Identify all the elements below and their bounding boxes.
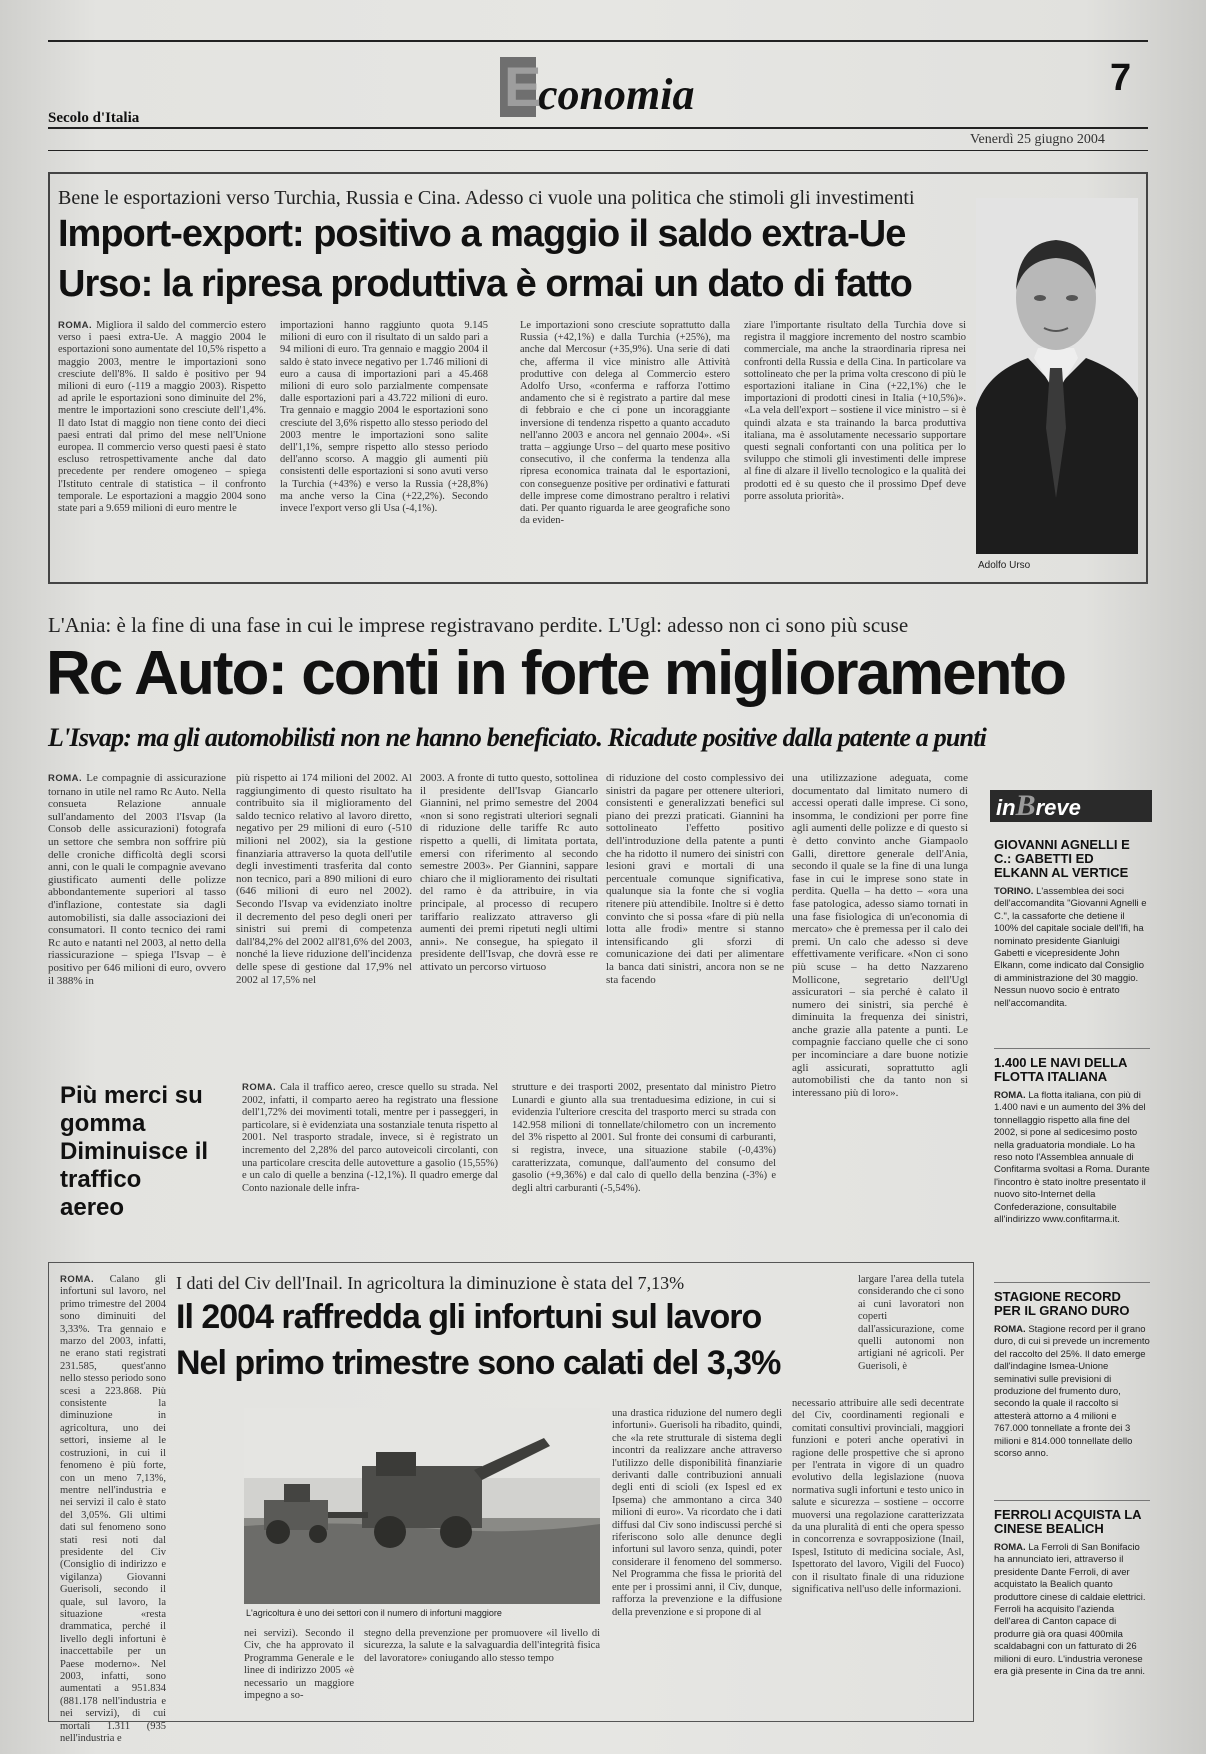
brief-dateline: ROMA. <box>994 1542 1026 1553</box>
article-trade-text: Le importazioni sono cresciute soprattutto dalla Russia (+42,1%) e dalla Turchia (+25%), ma anche dal Mercosur (+35,9%). Una serie di dati che, afferma il vice ministro alle Attività produttive con delega al Commercio estero Adolfo Urso, «conferma e rafforza l'ottimo andamento che si è registrato a partire dal mese di febbraio e che ci pone un incoraggiante inversione di tendenza rispetto a quanto accaduto nell'anno 2003 e ancora nel gennaio 2004». «Si tratta – aggiunge Urso – del quarto mese positivo consecutivo, il che conferma la tendenza alla ripresa economica trainata dal le esportazioni, con conseguenze positive per ordinativi e fatturati delle imprese come dimostrano peraltro i relativi dati. Per quanto riguarda le aree geografiche sono da eviden- <box>520 320 730 527</box>
article-rcauto-col-5 <box>792 772 968 1228</box>
article-trade-text: ziare l'importante risultato della Turchia dove si registra il maggiore incremento del nostro scambio commerciale, ma anche la straordinaria ripresa nei confronti della Russia e della Cina. In particolare va sottolineato che per la prima volta crescono di più le esportazioni italiane in Cina (+22,1%) che le importazioni di prodotti cinesi in Italia (+10,5%)». «La vela dell'export – sostiene il vice ministro – si è quindi alzata e sta trainando la barca produttiva italiana, ma è assolutamente necessario supportare questi segnali confortanti con una politica per lo sviluppo che stimoli gli investimenti delle imprese al fine di alzare il livello tecnologico e la qualità dei prodotti ed è su questo che il prossimo Dpef deve porre assoluta priorità». <box>744 320 966 502</box>
brief-item <box>994 1056 1150 1276</box>
article-rcauto-text: di riduzione del costo complessivo dei sinistri da pagare per ottenere ulteriori, consistenti e generalizzati benefici sul piano dei prezzi praticati. Giannini ha sottolineato l'effetto positivo dell'introduzione della patente a punti che ha ridotto il numero dei sinistri con lesioni gravi e mortali di una percentuale comunque significativa, qualunque sia la fonte che si voglia ritenere più attendibile. Inoltre si è detto convinto che si possa «fare di più nella lotta alle frodi» mentre si stanno intensificando gli sforzi di comunicazione dei dati per alimentare la banca dati sinistri, ancora non se ne sta facendo <box>606 772 784 986</box>
in-breve-prefix: in <box>996 795 1016 820</box>
article-trade-text: Migliora il saldo del commercio estero verso i paesi extra-Ue. A maggio 2004 le esportazioni sono aumentate del 10,5% rispetto a maggio 2003, mentre le importazioni sono cresciute dell'8%. Il saldo è positivo per 94 milioni di euro (-119 a maggio 2003). Rispetto ad aprile le esportazioni sono diminuite del 2%, mentre le importazioni sono cresciute dell'1,4%. Il dato Istat di maggio non tiene conto dei dieci paesi entrati dal primo del mese nell'Unione europea. Il commercio verso questi paesi è stato escluso retrospettivamente anche dal dato precedente per rendere omogeneo – spiega l'Istituto centrale di statistica – il confronto temporale. Le esportazioni a maggio 2004 sono state pari a 9.659 milioni di euro mentre le <box>58 320 267 515</box>
in-breve-rest: reve <box>1035 795 1081 820</box>
article-rcauto-text: più rispetto ai 174 milioni del 2002. Al raggiungimento di questo risultato ha contribuito sia il miglioramento del saldo tecnico relativo al lavoro diretto, negativo per 29 milioni di euro (-510 milioni nel 2002), sia la gestione finanziaria attraverso la quota dell'utile degli investimenti trasferita dal conto non tecnico, pari a 890 milioni di euro (646 milioni di euro nel 2002). Secondo l'Isvap va evidenziato inoltre il decremento del peso degli oneri per sinistri sui premi di competenza dall'84,2% del 2002 all'81,6% del 2003, nonché la lieve riduzione dell'incidenza delle spese di gestione dal 17,9% nel 2002 al 17,5% nel <box>236 772 412 986</box>
brief-text: La flotta italiana, con più di 1.400 navi e un aumento del 3% del tonnellaggio rispetto alla fine del 2002, si pone al sedicesimo posto nella graduatoria mondiale. Lo ha reso noto l'Assemblea annuale di Confitarma svoltasi a Roma. Durante l'incontro è stato inoltre presentato il nuovo sito-Internet della Confederazione, consultabile all'indirizzo www.confitarma.it. <box>994 1090 1150 1226</box>
brief-item <box>994 1508 1150 1718</box>
article-freight-text: Cala il traffico aereo, cresce quello su strada. Nel 2002, infatti, il comparto aereo ha registrato una flessione dell'1,72% dei movimenti totali, mentre per i passeggeri, in particolare, si è evidenziata una sostanziale tenuta rispetto al 2001. Nel trasporto stradale, invece, si è registrato un incremento del 2,28% del parco autoveicoli circolanti, con una particolare crescita delle autovetture a gasolio (15,55%) e un calo di quelle a benzina (-12,1%). Il quadro emerge dal Conto nazionale delle infra- <box>242 1082 499 1194</box>
brief-item <box>994 1290 1150 1500</box>
masthead-bottom-rule <box>48 127 1148 129</box>
brief-text: Stagione record per il grano duro, di cui si prevede un incremento del raccolto del 25%. Il dato emerge dall'indagine Ismea-Unione seminativi sulle previsioni di produzione del frumento duro, secondo la quale il raccolto si attesterà attorno a 4 milioni e 767.000 tonnellate a fronte dei 3 milioni e 814.000 tonnellate dello scorso anno. <box>994 1324 1150 1460</box>
masthead-top-rule <box>48 40 1148 42</box>
section-title <box>500 55 694 117</box>
brief-title: GIOVANNI AGNELLI E C.: GABETTI ED ELKANN AL VERTICE <box>994 837 1130 880</box>
date-rule <box>48 150 1148 151</box>
article-rcauto-text: una utilizzazione adeguata, come documentato dal limitato numero di accessi operati dalle imprese. Ci sono, insomma, le condizioni per porre fine agli aumenti delle polizze e di questo si è detto convinto anche Giampaolo Galli, direttore generale dell'Ania, secondo il quale se la fine di una lunga fase in cui le imprese sono state in perdita. Quella – ha detto – «ora una fase patologica, adesso siamo tornati in una fase fisiologica di un'economia di mercato» che è premessa per il calo dei premi. Un calo che adesso si deve effettivamente verificare. «Non ci sono più scuse – ha detto Nazzareno Mollicone, segretario dell'Ugl assicuratori – sia perché è calato il numero dei sinistri, sia perché è diminuita la frequenza dei sinistri, anche grazie alla patente a punti. Le compagnie facciano quelle che ci sono per incominciare a dare buone notizie agli assicurati, soprattutto agli automobilisti che da tanto non si interessano più di loro». <box>792 772 968 1099</box>
article-trade-col-4 <box>744 320 966 575</box>
in-breve-initial: B <box>1015 789 1036 822</box>
article-inail-bottom-col-4 <box>792 1398 964 1716</box>
article-rcauto-col-4 <box>606 772 784 1048</box>
section-initial-box <box>500 55 542 118</box>
article-trade-col-3 <box>520 320 730 575</box>
section-initial: E <box>504 55 542 118</box>
harvest-photo-caption: L'agricoltura è uno dei settori con il numero di infortuni maggiore <box>246 1608 502 1618</box>
article-freight-headline: Più merci su gomma Diminuisce il traffico aereo <box>60 1082 209 1221</box>
in-breve-label <box>990 790 1152 822</box>
brief-dateline: ROMA. <box>994 1090 1026 1101</box>
portrait-photo <box>976 198 1138 554</box>
article-inail-col-right-top <box>858 1274 964 1392</box>
article-trade-kicker: Bene le esportazioni verso Turchia, Russia e Cina. Adesso ci vuole una politica che stimoli gli investimenti <box>58 187 915 209</box>
article-trade-col-1 <box>58 320 266 575</box>
article-inail-text: largare l'area della tutela considerando che ci sono ai cuni lavoratori non coperti dall'assicurazione, come quelli autonomi non artigiani né agricoli. Per Guerisoli, è <box>858 1274 964 1372</box>
in-breve-label-text <box>996 789 1081 822</box>
portrait-caption: Adolfo Urso <box>978 560 1031 571</box>
brief-text: L'assemblea dei soci dell'accomandita "Giovanni Agnelli e C.", la cassaforte che detiene il 100% del capitale sociale dell'Ifi, ha nominato presidente Gianluigi Gabetti e vicepresidente John Elkann, come indicato dal Consiglio di amministrazione del 30 maggio. Nessun nuovo socio è entrato nell'accomandita. <box>994 886 1147 1009</box>
brief-divider <box>994 1282 1150 1283</box>
article-rcauto-text: 2003. A fronte di tutto questo, sottolinea il presidente dell'Isvap Giancarlo Giannini, nel primo semestre del 2004 «non si sono registrati ulteriori segnali di riduzione delle tariffe Rc auto rispetto a quelli, di limitata portata, emersi con riferimento al secondo semestre 2003». Per Giannini, sappare chiaro che il miglioramento dei risultati del ramo è da attribuire, in via principale, al processo di recupero tariffario realizzato attraverso gli aumenti dei premi ripetuti negli ultimi anni». Ne consegue, ha spiegato il presidente dell'Isvap, che dovrà esse re attivato un percorso virtuoso <box>420 772 598 973</box>
issue-date: Venerdì 25 giugno 2004 <box>970 132 1105 147</box>
page-number: 7 <box>1110 57 1132 99</box>
article-inail-text: nei servizi). Secondo il Civ, che ha approvato il Programma Generale e le linee di indirizzo 2005 «è necessario un maggiore impegno a so- <box>244 1628 354 1702</box>
article-rcauto-col-2 <box>236 772 412 1048</box>
article-rcauto-text: Le compagnie di assicurazione tornano in utile nel ramo Rc Auto. Nella consueta Relazione annuale sull'andamento del 2003 l'Isvap (la Consob delle assicurazioni) fotografa un settore che sembra non soffrire più delle croniche difficoltà degli scorsi anni, con le quali le compagnie avevano giustificato aumenti delle polizze abbondantemente superiori al tasso d'inflazione, contestate sia dagli automobilisti, sia dalle associazioni dei consumatori. Il conto tecnico dei rami Rc auto e natanti nel 2003, al netto della riassicurazione – spiega l'Isvap – è positivo per 646 milioni di euro, ovvero il 388% in <box>48 772 227 987</box>
article-trade-dateline: ROMA. <box>58 320 93 331</box>
section-name: conomia <box>538 70 695 119</box>
article-inail-dateline: ROMA. <box>60 1274 95 1285</box>
article-rcauto-kicker: L'Ania: è la fine di una fase in cui le imprese registravano perdite. L'Ugl: adesso non ci sono più scuse <box>48 613 909 637</box>
brief-divider <box>994 1048 1150 1049</box>
article-trade-text: importazioni hanno raggiunto quota 9.145 milioni di euro con il risultato di un saldo pari a 94 milioni di euro. Tra gennaio e maggio 2004 il saldo è stato invece negativo per 1.746 milioni di euro a causa di importazioni pari a 45.468 milioni di euro solo parzialmente compensate dalle esportazioni pari a 43.722 milioni di euro. Tra gennaio e maggio 2004 le esportazioni sono cresciute del 3,6% rispetto allo stesso periodo del 2003 mentre le importazioni sono salite dell'1,1%, sempre rispetto allo stesso periodo dell'anno scorso. A maggio gli aumenti più consistenti delle esportazioni si sono avuti verso la Turchia (+43%) e verso la Russia (+28,8%) ma anche verso la Cina (+22,2%). Secondo invece l'export verso gli Usa (-4,1%). <box>280 320 488 515</box>
article-inail-text: necessario attribuire alle sedi decentrate del Civ, coordinamenti regionali e comitati consultivi provinciali, maggiori funzioni e poteri anche operativi in ragione delle prospettive che si aprono per l'entrata in vigore di un quadro evolutivo della legislazione (nuova normativa sugli infortuni e testo unico in salute e sicurezza – sostiene – occorre muoversi una regolazione caratterizzata da una pluralità di enti che opera spesso in concorrenza e sovrapposizione (Inail, Ispesl, Istituto di medicina sociale, Asl, Ispettorato del lavoro, Vigili del Fuoco) con il risultato finale di una riduzione significativa nell'uso delle informazioni. <box>792 1398 964 1596</box>
combine-harvester-icon <box>244 1408 600 1604</box>
article-inail-text: stegno della prevenzione per promuovere «il livello di sicurezza, la salute e la salvaguardia dell'integrità fisica del lavoratore» coniugando allo stesso tempo <box>364 1628 600 1664</box>
article-rcauto-col-1 <box>48 772 226 1048</box>
man-portrait-icon <box>976 198 1138 554</box>
article-freight-col-2 <box>512 1082 776 1232</box>
article-freight-text: strutture e dei trasporti 2002, presentato dal ministro Pietro Lunardi e giunto alla sua trentaduesima edizione, in cui si evidenzia l'ulteriore crescita del trasporto merci su strada con 142.958 milioni di tonnellate/chilometro con un incremento del 3% rispetto al 2001. Sul fronte dei consumi di carburanti, si registra, invece, una situazione stabile (-0,43%) caratterizzata, comunque, dall'aumento del consumo del gasolio (+9,36%) e dal calo di quello della benzina (-3%) e degli altri carburanti (-5,54%). <box>512 1082 776 1194</box>
article-rcauto-headline: Rc Auto: conti in forte miglioramento <box>46 639 1066 708</box>
article-freight-col-1 <box>242 1082 498 1232</box>
article-freight-dateline: ROMA. <box>242 1082 277 1093</box>
brief-title: FERROLI ACQUISTA LA CINESE BEALICH <box>994 1507 1142 1536</box>
article-inail-col-left <box>60 1274 166 1745</box>
article-rcauto-subheadline: L'Isvap: ma gli automobilisti non ne hanno beneficiato. Ricadute positive dalla patente a punti <box>48 723 987 752</box>
brief-divider <box>994 1500 1150 1501</box>
brief-dateline: TORINO. <box>994 886 1034 897</box>
article-trade-col-2 <box>280 320 488 575</box>
article-trade-headline-2: Urso: la ripresa produttiva è ormai un dato di fatto <box>58 263 912 305</box>
newspaper-name: Secolo d'Italia <box>48 110 140 126</box>
article-inail-headline-2: Nel primo trimestre sono calati del 3,3% <box>176 1344 781 1382</box>
article-inail-kicker: I dati del Civ dell'Inail. In agricoltura la diminuzione è stata del 7,13% <box>176 1273 685 1293</box>
article-rcauto-col-3 <box>420 772 598 1048</box>
article-inail-headline: Il 2004 raffredda gli infortuni sul lavoro <box>176 1298 762 1336</box>
brief-title: STAGIONE RECORD PER IL GRANO DURO <box>994 1289 1130 1318</box>
article-rcauto-dateline: ROMA. <box>48 773 83 784</box>
brief-dateline: ROMA. <box>994 1324 1026 1335</box>
article-inail-text: una drastica riduzione del numero degli infortuni». Guerisoli ha ribadito, quindi, che «la rete strutturale di sistema degli incontri da realizzare anche attraverso l'utilizzo delle disponibilità finanziarie derivanti dalle contribuzioni annuali degli enti di scioli (ex Ispesl ed ex Ipsema) che ammontano a circa 340 milioni di euro». Va ricordato che i dati diffusi dal Civ sono indiscussi perché si riferiscono solo alle denunce degli infortuni sul lavoro senza, quindi, poter considerare il fenomeno del sommerso. Nel Programma che fissa le priorità del ente per i prossimi anni, il Civ, dunque, rafforza la prevenzione e la diffusione della prevenzione e si propone di al <box>612 1408 782 1618</box>
article-inail-bottom-col-2 <box>364 1628 600 1716</box>
brief-text: La Ferroli di San Bonifacio ha annunciato ieri, attraverso il presidente Dante Ferroli, di aver acquistato la Bealich quanto produttore cinese di caldaie elettrici. Ferroli ha acquisito l'azienda dell'area di Canton capace di produrre già ora quasi 400mila scaldabagni con un fatturato di 26 milioni di euro. L'industria veronese era già presente in Cina da tre anni. <box>994 1542 1146 1678</box>
article-trade-headline: Import-export: positivo a maggio il saldo extra-Ue <box>58 213 906 255</box>
brief-title: 1.400 LE NAVI DELLA FLOTTA ITALIANA <box>994 1055 1127 1084</box>
article-inail-bottom-col-3 <box>612 1408 782 1716</box>
article-inail-text: Calano gli infortuni sul lavoro, nel primo trimestre del 2004 sono diminuiti del 3,33%. Tra gennaio e marzo del 2003, infatti, ne erano stati registrati 231.585, quest'anno nello stesso periodo sono scesi a 223.868. Più consistente la diminuzione in agricoltura, uno dei settori, insieme al le costruzioni, in cui il fenomeno è più forte, con un meno 7,13%, mentre nell'industria e nei servizi il calo è stato del 3,05%. Gli ultimi dati sul fenomeno sono stati resi noti dal presidente del Civ (Consiglio di indirizzo e vigilanza) Giovanni Guerisoli, secondo il quale, sul lavoro, la situazione «resta drammatica, perché il livello degli infortuni è inaccettabile per un Paese moderno». Nel 2003, infatti, sono aumentati a 951.834 (881.178 nell'industria e nei servizi), di cui mortali 1.311 (935 nell'industria e <box>60 1274 166 1745</box>
brief-item <box>994 838 1150 1040</box>
harvest-photo <box>244 1408 600 1604</box>
article-inail-bottom-col-1 <box>244 1628 354 1716</box>
